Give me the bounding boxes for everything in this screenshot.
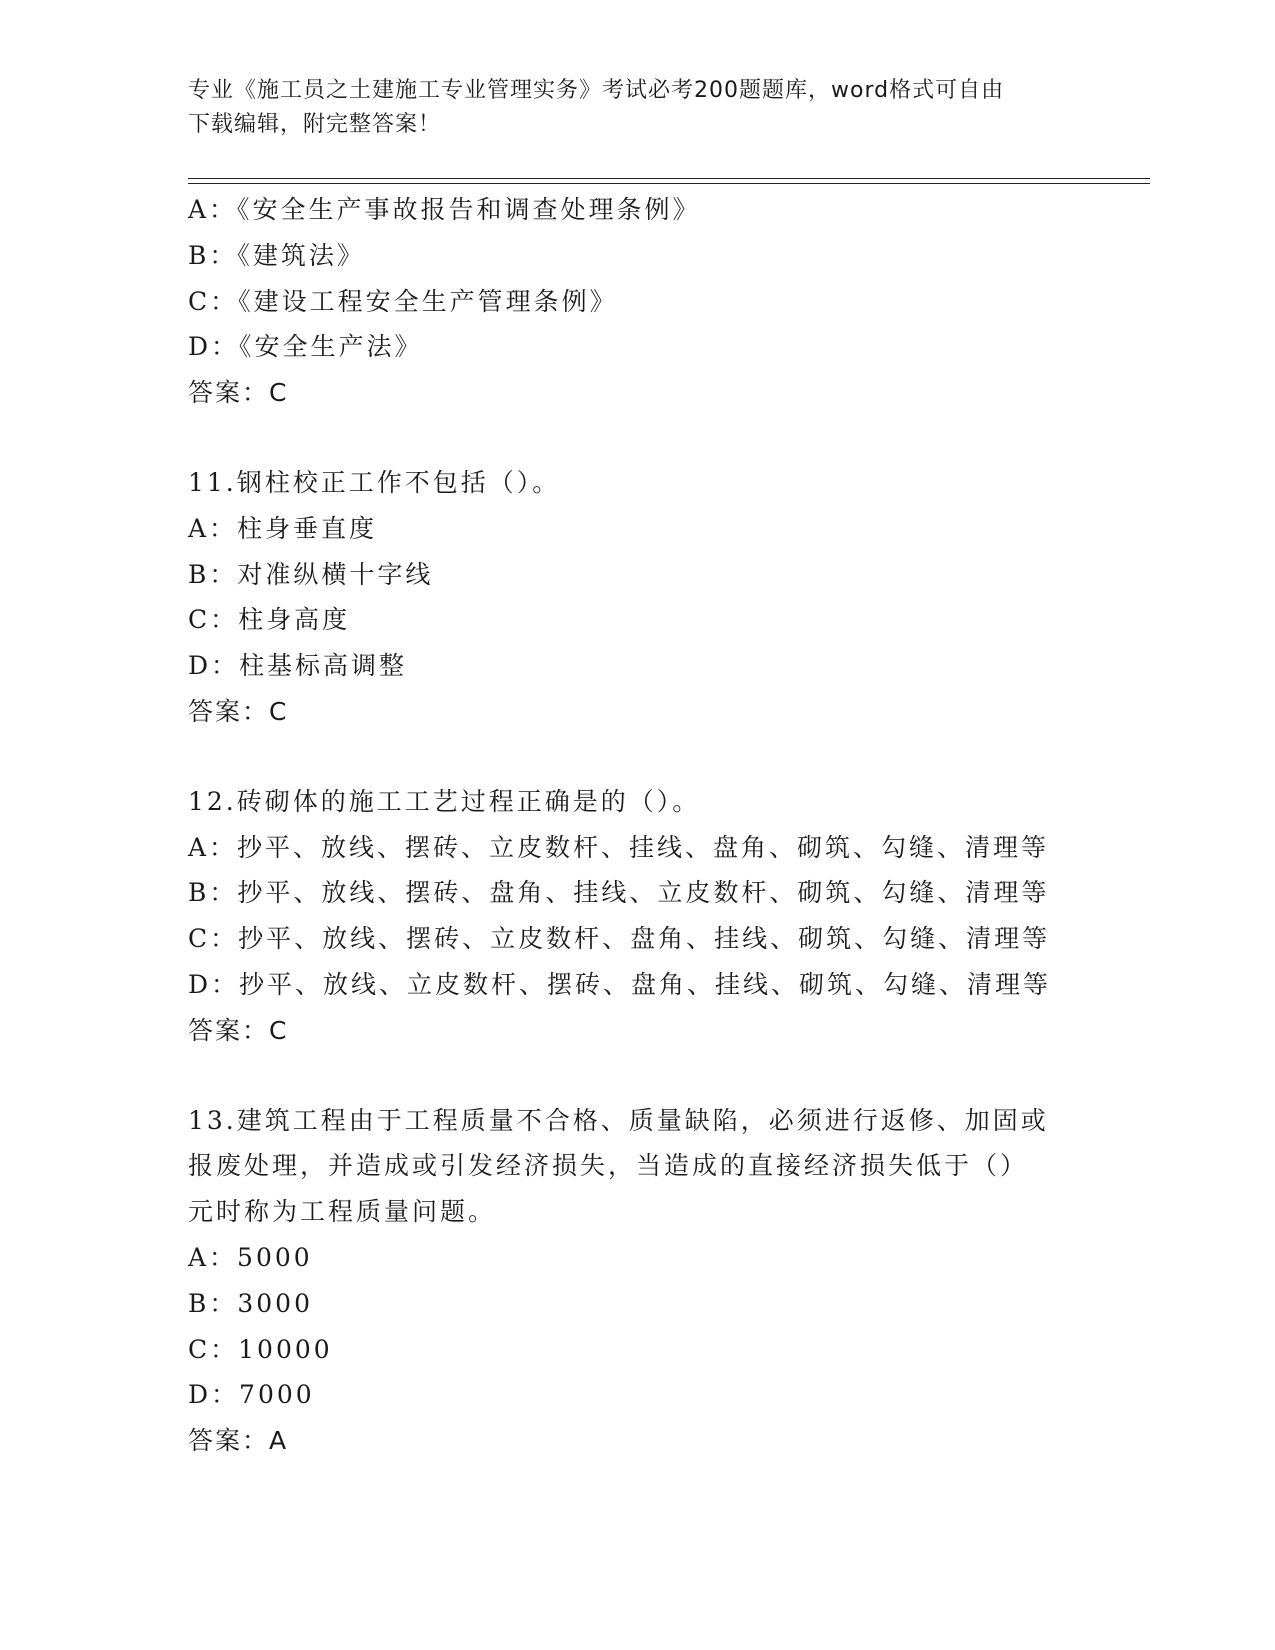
- header-line-1: 专业《施工员之土建施工专业管理实务》考试必考200题题库，word格式可自由: [188, 78, 1005, 103]
- question-13: [188, 1098, 1088, 1464]
- answer: 答案：C: [188, 378, 289, 408]
- option-c: C：10000: [188, 1334, 333, 1364]
- question-stem-line-3: 元时称为工程质量问题。: [188, 1197, 497, 1227]
- option-b: B：《建筑法》: [188, 240, 365, 270]
- question-11: [188, 460, 1088, 735]
- header-line-2: 下载编辑，附完整答案！: [188, 112, 442, 137]
- question-stem: 12.砖砌体的施工工艺过程正确是的（）。: [188, 786, 701, 816]
- question-10: [188, 187, 1088, 416]
- question-12: [188, 779, 1088, 1054]
- question-list: [188, 187, 1088, 1464]
- document-header: [188, 74, 1068, 142]
- option-a: A：5000: [188, 1242, 313, 1272]
- option-a: A：抄平、放线、摆砖、立皮数杆、挂线、盘角、砌筑、勾缝、清理等: [188, 832, 1050, 862]
- answer: 答案：C: [188, 696, 289, 726]
- answer: 答案：A: [188, 1426, 289, 1456]
- option-d: D：7000: [188, 1380, 315, 1410]
- question-stem-line-1: 13.建筑工程由于工程质量不合格、质量缺陷，必须进行返修、加固或: [188, 1105, 1049, 1135]
- question-stem-line-2: 报废处理，并造成或引发经济损失，当造成的直接经济损失低于（）: [188, 1151, 1029, 1181]
- question-stem: 11.钢柱校正工作不包括（）。: [188, 467, 561, 497]
- option-d: D：柱基标高调整: [188, 651, 408, 681]
- option-d: D：抄平、放线、立皮数杆、摆砖、盘角、挂线、砌筑、勾缝、清理等: [188, 969, 1052, 999]
- option-a: A：《安全生产事故报告和调查处理条例》: [188, 195, 701, 224]
- option-d: D：《安全生产法》: [188, 332, 423, 362]
- header-divider-top: [188, 178, 1150, 179]
- option-c: C：《建设工程安全生产管理条例》: [188, 286, 618, 316]
- option-a: A：柱身垂直度: [188, 513, 378, 543]
- option-c: C：抄平、放线、摆砖、立皮数杆、盘角、挂线、砌筑、勾缝、清理等: [188, 924, 1051, 954]
- option-c: C：柱身高度: [188, 605, 351, 635]
- option-b: B：抄平、放线、摆砖、盘角、挂线、立皮数杆、砌筑、勾缝、清理等: [188, 878, 1050, 908]
- option-b: B：对准纵横十字线: [188, 559, 434, 589]
- option-b: B：3000: [188, 1288, 313, 1318]
- header-divider-bottom: [188, 183, 1150, 184]
- answer: 答案：C: [188, 1015, 289, 1045]
